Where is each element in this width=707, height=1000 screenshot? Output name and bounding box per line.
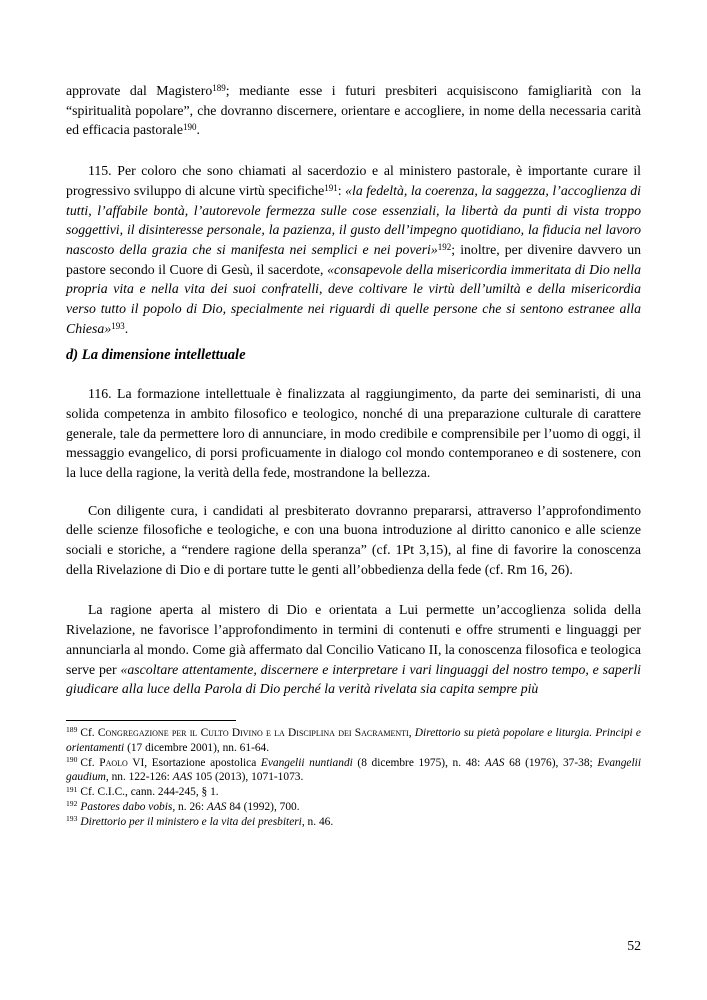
footnote-189 [66,726,641,756]
footnote-number: 190 [66,755,78,765]
footnote-193 [66,815,641,830]
page-number: 52 [627,938,641,953]
paragraph-115: 115. Per coloro che sono chiamati al sacerdozio e al ministero pastorale, è importante curare il progressivo sviluppo di alcune virtù specifiche$^{191}$: «la fedeltà, la coerenza, la saggezza, l’accoglienza di tutti, l’affabile bontà, l’autorevole fermezza sulle cose essenziali, la libertà da punti di vista troppo soggettivi, il disinteresse personale, la pazienza, il gusto dell’impegno quotidiano, la fiducia nel lavoro nascosto della grazia che si manifesta nei semplici e nei poveri»$^{192}$; inoltre, per divenire davvero un pastore secondo il Cuore di Gesù, il sacerdote, «consapevole della misericordia immeritata di Dio nella propria vita e nella vita dei suoi confratelli, deve coltivare le virtù dell’umiltà e della misericordia verso tutto il popolo di Dio, specialmente nei riguardi di quelle persone che si sentono estranee alla Chiesa»$^{193}$. [66,163,641,336]
text-column [66,0,641,830]
footnote-text: Cf. Paolo VI, Esortazione apostolica Evangelii nuntiandi (8 dicembre 1975), n. 48: AAS 68 (1976), 37-38; Evangelii gaudium, nn. 122-126: AAS 105 (2013), 1071-1073. [66,756,641,784]
footnote-number: 191 [66,784,78,794]
footnote-number: 189 [66,725,78,735]
footnote-number: 192 [66,799,78,809]
footnote-text: Cf. Congregazione per il Culto Divino e la Disciplina dei Sacramenti, Direttorio su pietà popolare e liturgia. Principi e orientamenti (17 dicembre 2001), nn. 61-64. [66,726,641,754]
footnote-192 [66,800,641,815]
footnotes-section [66,726,641,830]
paragraph-con-diligente: Con diligente cura, i candidati al presbiterato dovranno prepararsi, attraverso l’approfondimento delle scienze filosofiche e teologiche, e con una buona introduzione al diritto canonico e alle scienze sociali e storiche, a “rendere ragione della speranza” (cf. 1Pt 3,15), al fine di favorire la conoscenza della Rivelazione di Dio e di portare tutte le genti all’obbedienza della fede (cf. Rm 16, 26). [66,502,641,577]
paragraph-116: 116. La formazione intellettuale è finalizzata al raggiungimento, da parte dei seminaristi, di una solida competenza in ambito filosofico e teologico, nonché di una preparazione culturale di carattere generale, tale da permettere loro di annunciare, in modo credibile e comprensibile per l’uomo di oggi, il messaggio evangelico, di porsi proficuamente in dialogo col mondo contemporaneo e di sostenere, con la luce della ragione, la verità della fede, mostrandone la bellezza. [66,386,641,480]
footnote-text: Direttorio per il ministero e la vita dei presbiteri, n. 46. [80,815,334,828]
footnote-190 [66,756,641,786]
footnote-191 [66,785,641,800]
paragraph-continuation: approvate dal Magistero$^{189}$; mediante esse i futuri presbiteri acquisiscono famigliarità con la “spiritualità popolare”, che dovranno discernere, orientare e accogliere, in nome della necessaria carità ed efficacia pastorale$^{190}$. [66,83,641,138]
footnote-number: 193 [66,814,78,824]
footnote-text: Pastores dabo vobis, n. 26: AAS 84 (1992), 700. [80,800,300,813]
paragraph-la-ragione: La ragione aperta al mistero di Dio e orientata a Lui permette un’accoglienza solida della Rivelazione, ne favorisce l’approfondimento in termini di contenuti e offre strumenti e linguaggi per annunciarla al mondo. Come già affermato dal Concilio Vaticano II, la conoscenza filosofica e teologica serve per «ascoltare attentamente, discernere e interpretare i vari linguaggi del nostro tempo, e saperli giudicare alla luce della Parola di Dio perché la verità rivelata sia capita sempre più [66,602,641,697]
footnote-separator [66,720,236,721]
section-heading: d) La dimensione intellettuale [66,347,246,364]
footnote-text: Cf. C.I.C., cann. 244-245, § 1. [80,786,219,799]
